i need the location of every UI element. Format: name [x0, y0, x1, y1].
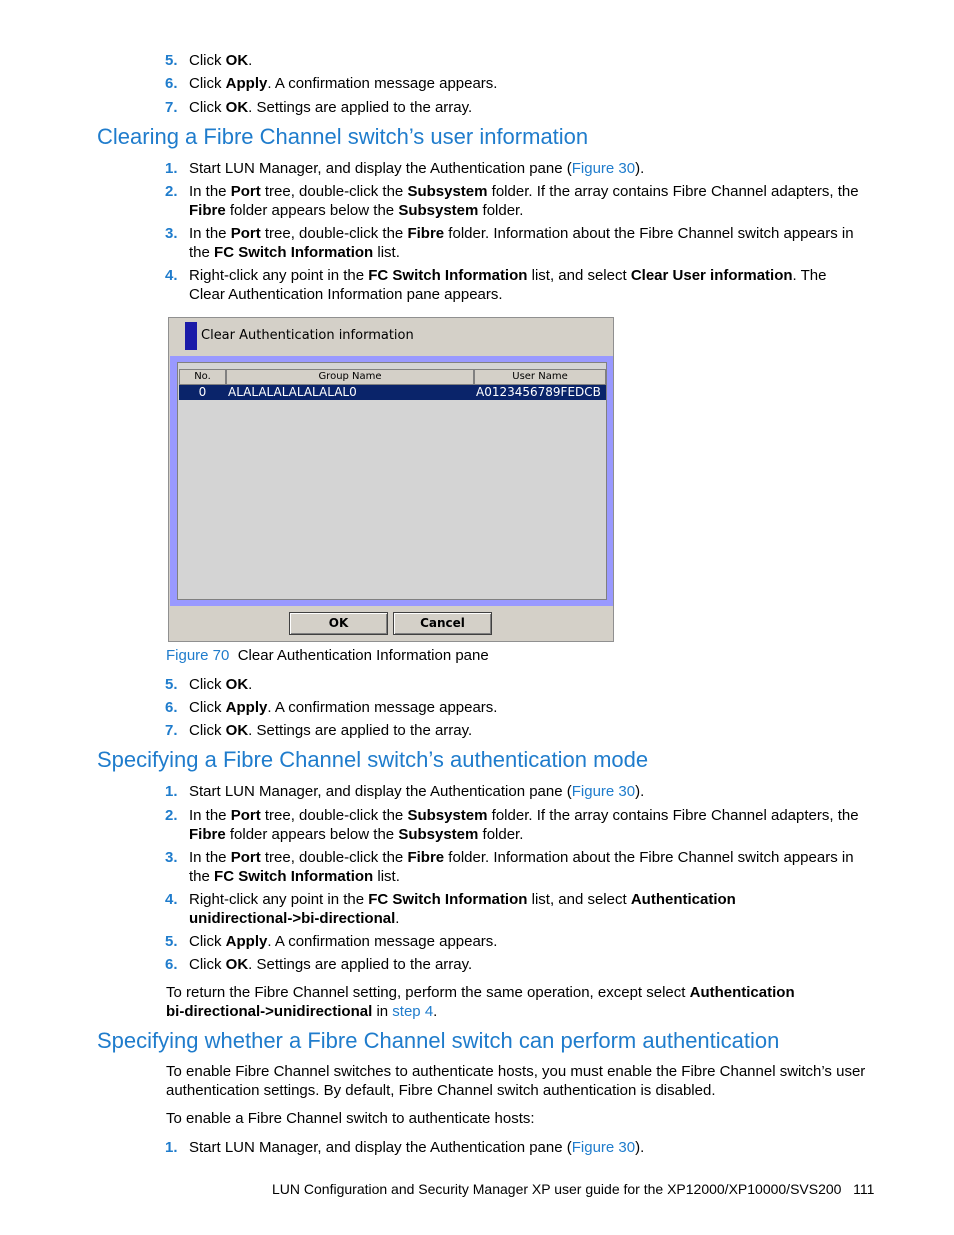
clear-authentication-dialog: [168, 317, 614, 642]
section-heading-clearing: Clearing a Fibre Channel switch’s user information: [97, 124, 589, 149]
column-header-no[interactable]: No.: [179, 369, 226, 385]
cell-group-name: ALALALALALALALAL0: [228, 385, 357, 399]
page-number: 111: [853, 1181, 875, 1197]
dialog-title: Clear Authentication information: [201, 328, 414, 343]
column-header-group-name[interactable]: Group Name: [226, 369, 474, 385]
footer-title: LUN Configuration and Security Manager XP user guide for the XP12000/XP10000/SVS200: [272, 1181, 842, 1197]
page-footer: [272, 1180, 874, 1198]
cancel-button[interactable]: Cancel: [393, 612, 492, 635]
figure-30-link[interactable]: Figure 30: [571, 1139, 636, 1156]
title-accent-bar: [185, 322, 197, 350]
s2-note: To return the Fibre Channel setting, perform the same operation, except select Authentication bi-directional->unidirectional in step 4.: [166, 984, 795, 1020]
figure-caption: Figure 70 Clear Authentication Information pane: [166, 647, 489, 664]
figure-label: Figure 70: [166, 647, 230, 664]
section-heading-can-authenticate: Specifying whether a Fibre Channel switch can perform authentication: [97, 1028, 780, 1053]
cell-user-name: A0123456789FEDCB: [476, 385, 601, 399]
step-4-link[interactable]: step 4: [392, 1003, 434, 1020]
s3-paragraph-1: To enable Fibre Channel switches to authenticate hosts, you must enable the Fibre Channel switch’s user authentication settings. By default, Fibre Channel switch authentication is disabled.: [166, 1063, 866, 1099]
column-header-user-name[interactable]: User Name: [474, 369, 606, 385]
ok-button[interactable]: OK: [289, 612, 388, 635]
figure-30-link[interactable]: Figure 30: [571, 160, 636, 177]
cell-no: 0: [198, 385, 207, 399]
user-list: [177, 362, 607, 600]
dialog-list-frame: [170, 356, 613, 606]
figure-30-link[interactable]: Figure 30: [571, 783, 636, 800]
s3-paragraph-2: To enable a Fibre Channel switch to authenticate hosts:: [166, 1110, 535, 1127]
section-heading-auth-mode: Specifying a Fibre Channel switch’s authentication mode: [97, 747, 649, 772]
